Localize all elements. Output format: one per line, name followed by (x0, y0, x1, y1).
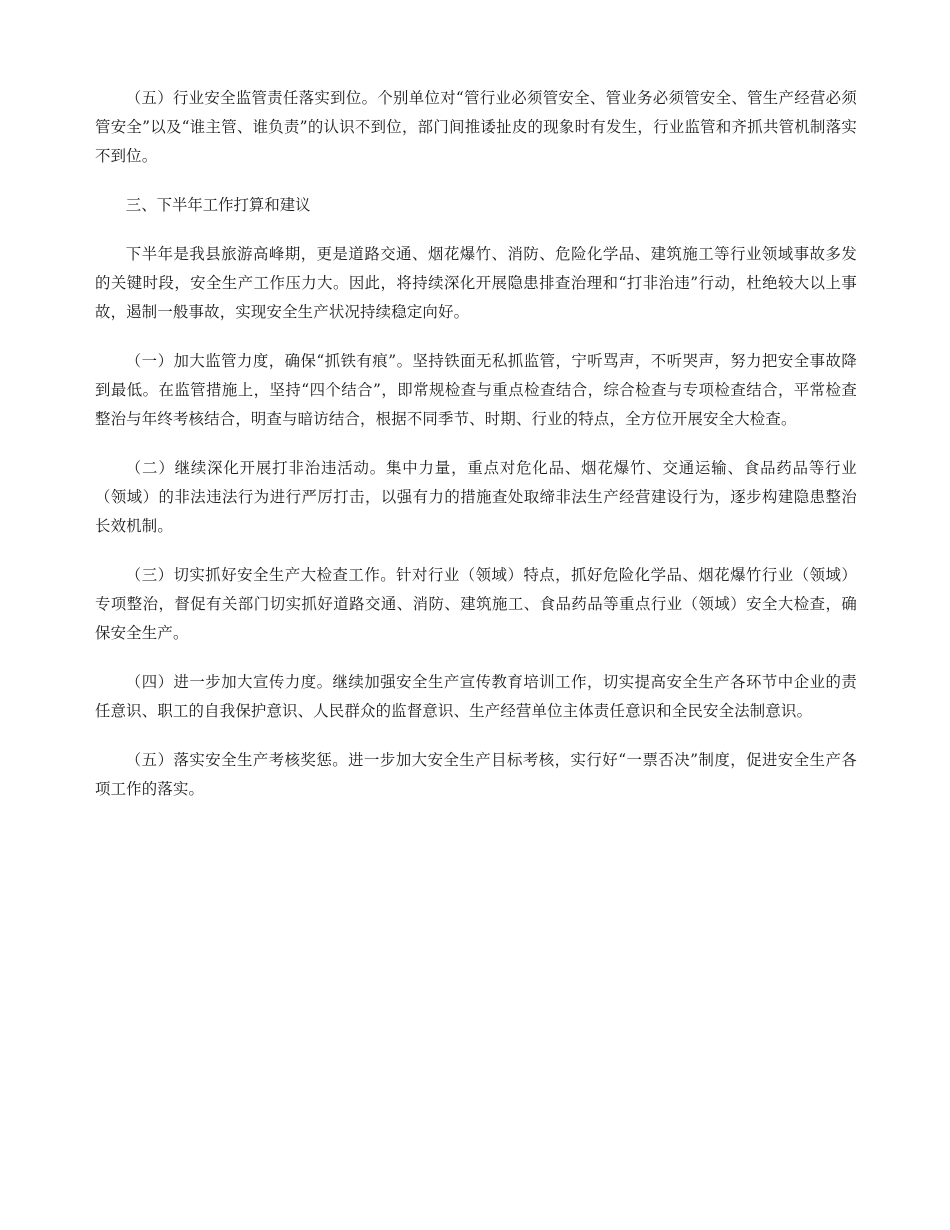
paragraph-item-1: （一）加大监管力度，确保“抓铁有痕”。坚持铁面无私抓监管，宁听骂声，不听哭声，努力把安全事故降到最低。在监管措施上，坚持“四个结合”，即常规检查与重点检查结合，综合检查与专项检查结合，平常检查整治与年终考核结合，明查与暗访结合，根据不同季节、时期、行业的特点，全方位开展安全大检查。 (95, 352, 857, 428)
paragraph-item-2: （二）继续深化开展打非治违活动。集中力量，重点对危化品、烟花爆竹、交通运输、食品药品等行业（领域）的非法违法行为进行严厉打击，以强有力的措施查处取缔非法生产经营建设行为，逐步构建隐患整治长效机制。 (95, 459, 857, 535)
paragraph-item-5: （五）落实安全生产考核奖惩。进一步加大安全生产目标考核，实行好“一票否决”制度，促进安全生产各项工作的落实。 (95, 751, 857, 798)
document-page (95, 84, 857, 824)
paragraph-second-half-overview: 下半年是我县旅游高峰期，更是道路交通、烟花爆竹、消防、危险化学品、建筑施工等行业领域事故多发的关键时段，安全生产工作压力大。因此，将持续深化开展隐患排查治理和“打非治违”行动，杜绝较大以上事故，遏制一般事故，实现安全生产状况持续稳定向好。 (95, 245, 857, 321)
paragraph-item-4: （四）进一步加大宣传力度。继续加强安全生产宣传教育培训工作，切实提高安全生产各环节中企业的责任意识、职工的自我保护意识、人民群众的监督意识、生产经营单位主体责任意识和全民安全法制意识。 (95, 673, 857, 720)
paragraph-industry-supervision: （五）行业安全监管责任落实到位。个别单位对“管行业必须管安全、管业务必须管安全、管生产经营必须管安全”以及“谁主管、谁负责”的认识不到位，部门间推诿扯皮的现象时有发生，行业监管和齐抓共管机制落实不到位。 (95, 89, 857, 165)
paragraph-item-3: （三）切实抓好安全生产大检查工作。针对行业（领域）特点，抓好危险化学品、烟花爆竹行业（领域）专项整治，督促有关部门切实抓好道路交通、消防、建筑施工、食品药品等重点行业（领域）安全大检查，确保安全生产。 (95, 566, 857, 642)
section-heading-plans: 三、下半年工作打算和建议 (125, 196, 311, 214)
